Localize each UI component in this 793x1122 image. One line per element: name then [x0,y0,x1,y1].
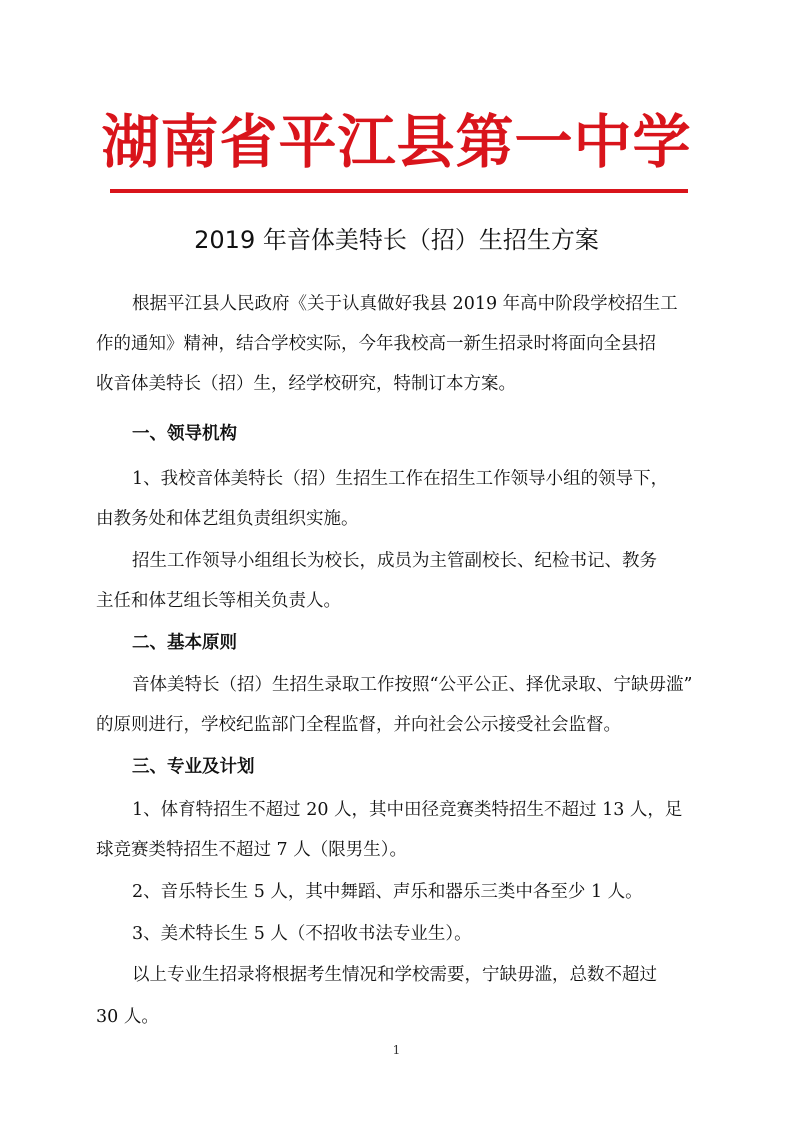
section-heading-plan: 三、专业及计划 [132,757,255,777]
plan-item-2-line: 2、音乐特长生 5 人，其中舞蹈、声乐和器乐三类中各至少 1 人。 [132,882,643,902]
plan-item-1-line-2: 球竞赛类特招生不超过 7 人（限男生）。 [96,840,408,860]
plan-item-1-line-1: 1、体育特招生不超过 20 人，其中田径竞赛类特招生不超过 13 人，足 [132,800,683,820]
principles-line-2: 的原则进行，学校纪监部门全程监督，并向社会公示接受社会监督。 [96,715,621,735]
section-heading-principles: 二、基本原则 [132,633,237,653]
school-masthead: 湖南省平江县第一中学 [101,108,692,176]
leadership-item-1-line-2: 由教务处和体艺组负责组织实施。 [96,509,359,529]
paragraph-intro-line-3: 收音体美特长（招）生，经学校研究，特制订本方案。 [96,374,516,394]
principles-line-1: 音体美特长（招）生招生录取工作按照“公平公正、择优录取、宁缺毋滥” [132,675,693,695]
section-heading-leadership: 一、领导机构 [132,424,237,444]
plan-item-3-line: 3、美术特长生 5 人（不招收书法专业生）。 [132,924,472,944]
document-title: 2019 年音体美特长（招）生招生方案 [194,226,599,254]
paragraph-intro-line-1: 根据平江县人民政府《关于认真做好我县 2019 年高中阶段学校招生工 [132,294,678,314]
plan-total-line-2: 30 人。 [96,1007,159,1027]
leadership-members-line-2: 主任和体艺组长等相关负责人。 [96,591,341,611]
page-number: 1 [392,1043,401,1057]
leadership-members-line-1: 招生工作领导小组组长为校长，成员为主管副校长、纪检书记、教务 [132,551,657,571]
paragraph-intro-line-2: 作的通知》精神，结合学校实际，今年我校高一新生招录时将面向全县招 [96,334,656,354]
leadership-item-1-line-1: 1、我校音体美特长（招）生招生工作在招生工作领导小组的领导下， [132,469,669,489]
plan-total-line-1: 以上专业生招录将根据考生情况和学校需要，宁缺毋滥，总数不超过 [132,965,657,985]
red-header-rule [110,189,688,193]
